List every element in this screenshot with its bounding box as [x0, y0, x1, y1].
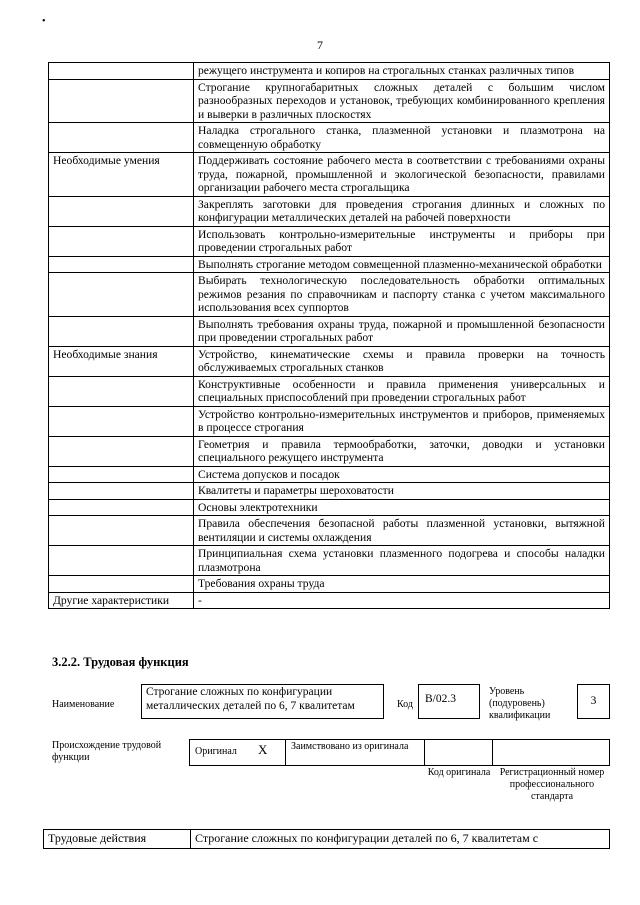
- origin-label: Происхождение трудовой функции: [52, 740, 162, 763]
- original-mark: X: [258, 742, 268, 757]
- code-caption: Код оригинала: [427, 767, 491, 778]
- row-text: Использовать контрольно-измерительные инструменты и приборы при проведении строгальных работ: [194, 226, 610, 256]
- row-text: Система допусков и посадок: [194, 466, 610, 483]
- row-text: Строгание крупногабаритных сложных деталей с большим числом разнообразных переходов и установок, требующих комбинированного крепления и выверки в различных плоскостях: [194, 79, 610, 123]
- original-label: Оригинал: [195, 746, 237, 757]
- labor-actions-table: [43, 829, 610, 849]
- row-label: [49, 256, 194, 273]
- row-label: [49, 316, 194, 346]
- row-text: Устройство, кинематические схемы и правила проверки на точность обслуживаемых строгальных станков: [194, 346, 610, 376]
- row-label: [49, 436, 194, 466]
- row-label: [49, 499, 194, 516]
- table-row: [49, 499, 610, 516]
- row-label: Необходимые знания: [49, 346, 194, 376]
- table-row: [49, 592, 610, 609]
- row-label: [49, 273, 194, 317]
- row-label: [49, 196, 194, 226]
- divider: [285, 739, 286, 766]
- labor-actions-text: Строгание сложных по конфигурации деталей по 6, 7 квалитетам с: [191, 830, 610, 849]
- table-row: [49, 576, 610, 593]
- row-text: Требования охраны труда: [194, 576, 610, 593]
- scan-mark: •: [42, 16, 46, 27]
- row-label: [49, 576, 194, 593]
- row-label: [49, 123, 194, 153]
- row-text: Выполнять строгание методом совмещенной плазменно-механической обработки: [194, 256, 610, 273]
- row-label: [49, 406, 194, 436]
- labor-actions-label: Трудовые действия: [44, 830, 191, 849]
- row-label: [49, 63, 194, 80]
- row-label: [49, 79, 194, 123]
- row-text: Устройство контрольно-измерительных инструментов и приборов, применяемых в процессе строгания: [194, 406, 610, 436]
- table-row: [49, 316, 610, 346]
- table-row: [49, 466, 610, 483]
- name-label: Наименование: [52, 699, 115, 710]
- row-label: [49, 483, 194, 500]
- divider: [492, 739, 493, 766]
- row-text: Правила обеспечения безопасной работы плазменной установки, вытяжной вентиляции и системы охлаждения: [194, 516, 610, 546]
- table-row: [49, 123, 610, 153]
- requirements-table: [48, 62, 610, 609]
- table-row: [49, 226, 610, 256]
- row-text: Основы электротехники: [194, 499, 610, 516]
- table-row: [49, 483, 610, 500]
- table-row: [49, 79, 610, 123]
- row-text: Наладка строгального станка, плазменной установки и плазмотрона на совмещенную обработку: [194, 123, 610, 153]
- row-text: Конструктивные особенности и правила применения универсальных и специальных приспособлений при проведении строгальных работ: [194, 376, 610, 406]
- row-label: Необходимые умения: [49, 153, 194, 197]
- row-text: Принципиальная схема установки плазменного подогрева и способы наладки плазмотрона: [194, 546, 610, 576]
- row-text: Выполнять требования охраны труда, пожарной и промышленной безопасности при проведении строгальных работ: [194, 316, 610, 346]
- row-text: Квалитеты и параметры шероховатости: [194, 483, 610, 500]
- table-row: [49, 196, 610, 226]
- table-row: [49, 406, 610, 436]
- row-label: [49, 466, 194, 483]
- row-text: Геометрия и правила термообработки, заточки, доводки и установки специального режущего инструмента: [194, 436, 610, 466]
- divider: [424, 739, 425, 766]
- table-row: [49, 63, 610, 80]
- reg-caption: Регистрационный номер профессионального стандарта: [499, 767, 605, 802]
- row-label: Другие характеристики: [49, 592, 194, 609]
- code-label: Код: [397, 699, 413, 710]
- row-label: [49, 546, 194, 576]
- table-row: [49, 256, 610, 273]
- table-row: [49, 376, 610, 406]
- table-row: [49, 516, 610, 546]
- table-row: [49, 546, 610, 576]
- level-value: 3: [577, 684, 610, 719]
- row-text: режущего инструмента и копиров на строгальных станках различных типов: [194, 63, 610, 80]
- row-text: -: [194, 592, 610, 609]
- row-label: [49, 516, 194, 546]
- row-label: [49, 226, 194, 256]
- borrowed-label: Заимствовано из оригинала: [291, 741, 409, 752]
- row-text: Выбирать технологическую последовательность обработки оптимальных режимов резания по справочникам и паспорту станка с учетом максимального использования всех суппортов: [194, 273, 610, 317]
- level-label: Уровень (подуровень) квалификации: [489, 686, 551, 721]
- table-row: [49, 346, 610, 376]
- page-number: 7: [317, 38, 323, 52]
- row-text: Закреплять заготовки для проведения строгания длинных и сложных по конфигурации металлических деталей на рабочей поверхности: [194, 196, 610, 226]
- row-text: Поддерживать состояние рабочего места в соответствии с требованиями охраны труда, пожарной, промышленной и экологической безопасности, правилами организации рабочего места строгальщика: [194, 153, 610, 197]
- table-row: [49, 153, 610, 197]
- code-value: B/02.3: [418, 684, 480, 719]
- section-heading: 3.2.2. Трудовая функция: [52, 655, 189, 669]
- row-label: [49, 376, 194, 406]
- table-row: [49, 273, 610, 317]
- name-value: Строгание сложных по конфигурации металлических деталей по 6, 7 квалитетам: [141, 684, 384, 719]
- table-row: [49, 436, 610, 466]
